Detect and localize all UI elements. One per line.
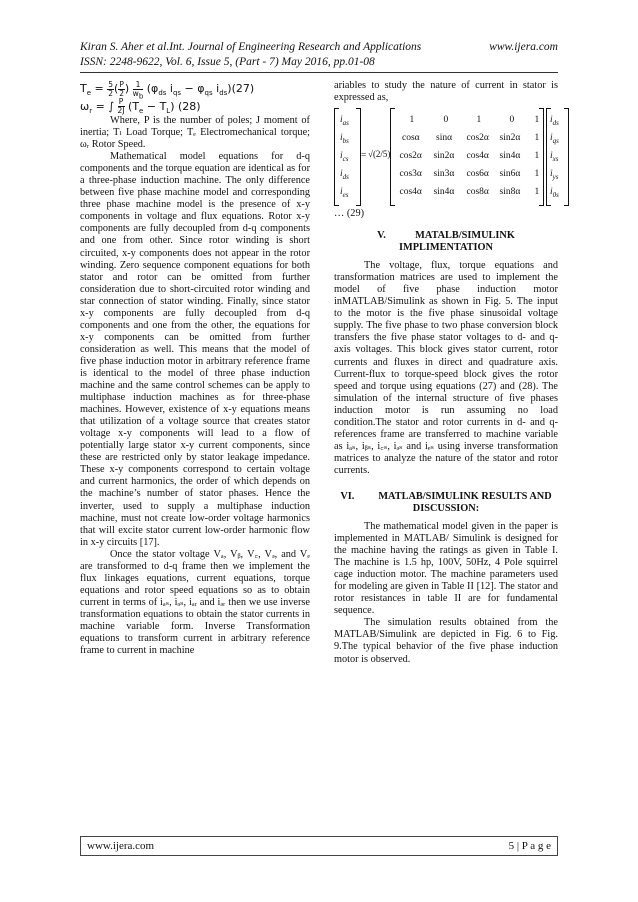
matrix-cell: cos2α bbox=[399, 151, 422, 162]
matrix-cell: sin4α bbox=[433, 187, 455, 198]
matrix-cell: cos6α bbox=[466, 169, 489, 180]
section-5-heading bbox=[334, 230, 558, 254]
matrix-cell: 1 bbox=[409, 115, 415, 126]
paragraph-section-6a: The mathematical model given in the paper is implemented in MATLAB/ Simulink is designed for the machine having the ratings as given in Table I. The machine is 1.5 hp, 100V, 50Hz, 4 Pole squirrel cage induction motor. The machine parameters used for modeling are given in Table II [12]. The stator and rotor resistances in table II are for fundamental sequence. bbox=[334, 520, 558, 617]
matrix-bracket bbox=[539, 108, 544, 206]
eq29-label: … (29) bbox=[334, 208, 365, 220]
matrix-cell: cos4α bbox=[399, 187, 422, 198]
matrix-cell: sinα bbox=[436, 133, 453, 144]
matrix-bracket bbox=[564, 108, 569, 206]
equation-27: $T_e$ = 5 2( P 2) 1 $w_b$ ($\varphi_{ds}$ $i_{qs} - \varphi_{qs}$ $i_{ds})(27)$ bbox=[80, 79, 255, 100]
matrix-rhs-entry: $i_{xs}$ bbox=[550, 151, 559, 163]
paragraph-section-6b: The simulation results obtained from the MATLAB/Simulink are depicted in Fig. 6 to Fig. 9.The typical behavior of the five phase induction motor is observed. bbox=[334, 617, 558, 665]
eq27-label: (27) bbox=[231, 82, 255, 95]
section-6-heading bbox=[334, 491, 558, 515]
matrix-lhs-entry: $i_{as}$ bbox=[340, 115, 349, 127]
section-5-number: V. bbox=[377, 230, 386, 242]
matrix-cell: sin2α bbox=[499, 133, 521, 144]
matrix-rhs-entry: $i_{qs}$ bbox=[550, 133, 559, 145]
matrix-cell: sin6α bbox=[499, 169, 521, 180]
matrix-cell: 1 bbox=[534, 151, 540, 162]
paragraph-continued: ariables to study the nature of current in stator is expressed as, bbox=[334, 80, 558, 104]
left-column bbox=[80, 80, 310, 657]
eq28-label: (28) bbox=[178, 99, 201, 113]
running-header bbox=[80, 40, 558, 54]
matrix-rhs-entry: $i_{0s}$ bbox=[550, 187, 559, 199]
matrix-cell: 1 bbox=[534, 169, 540, 180]
matrix-lhs-entry: $i_{bs}$ bbox=[340, 133, 349, 145]
section-5-title: MATALB/SIMULINK IMPLIMENTATION bbox=[398, 230, 515, 254]
matrix-rhs-entry: $i_{ys}$ bbox=[550, 169, 559, 181]
matrix-cell: sin8α bbox=[499, 187, 521, 198]
section-6-number: VI. bbox=[340, 490, 355, 502]
page-footer bbox=[80, 836, 558, 856]
journal-citation: Kiran S. Aher et al.Int. Journal of Engineering Research and Applications bbox=[80, 41, 422, 53]
matrix-cell: 1 bbox=[476, 115, 482, 126]
transformation-matrix bbox=[334, 108, 558, 206]
matrix-cell: cos4α bbox=[466, 151, 489, 162]
header-rule bbox=[80, 72, 558, 73]
matrix-cell: 1 bbox=[534, 115, 540, 126]
matrix-cell: cosα bbox=[402, 133, 420, 144]
page-number: 5 | P a g e bbox=[508, 840, 551, 852]
matrix-rhs-entry: $i_{ds}$ bbox=[550, 115, 559, 127]
matrix-cell: cos2α bbox=[466, 133, 489, 144]
right-column bbox=[334, 80, 558, 666]
matrix-equals-sign: = bbox=[361, 151, 367, 162]
matrix-cell: cos3α bbox=[399, 169, 422, 180]
matrix-cell: 1 bbox=[534, 187, 540, 198]
matrix-bracket bbox=[390, 108, 395, 206]
matrix-coefficient: √(2/5) bbox=[368, 149, 391, 160]
paragraph-once: Once the stator voltage Vₐ, Vᵦ, V꜀, Vₔ, and Vₑ are transformed to d-q frame then we implement the flux linkages equations, current equations, torque equations and rotor speed equations so as to obtain current in terms of iₐₛ, iₔₛ, iₐᵣ and iₔᵣ then we use inverse transformation equations to obtain the stator currents in machine variable form. Inverse Transformation equations to transform current in arbitrary reference frame to current in machine bbox=[80, 548, 310, 657]
matrix-lhs-entry: $i_{ds}$ bbox=[340, 169, 349, 181]
matrix-cell: 0 bbox=[509, 115, 515, 126]
paragraph-model: Mathematical model equations for d-q components and the torque equation are identical as for a three-phase induction machine. The only difference between five phase machine model and corresponding three phase machine model is the presence of x-y components in voltage and flux equations. Rotor x-y components are fully decoupled from d-q components and one from other. Since rotor winding is short circuited, x-y components does not appear in the rotor winding. Zero sequence component equations for both stator and rotor can be omitted from further consideration due to short-circuited rotor winding and star connection of stator winding. Finally, since stator x-y components are fully decoupled from d-q components and one from the other, the equations for x-y components can be omitted from further consideration as well. This means that the model of five phase induction motor in arbitrary reference frame is identical to the model of three phase induction machine and the same control schemes can be apply to multiphase induction machines as for three-phase machines. However, existence of x-y equations means that utilization of a voltage source that creates stator voltage x-y components will lead to a flow of potentially large stator x-y current components, since these are restricted only by stator leakage impedance. These x-y components correspond to certain voltage and current harmonics, the order of which depends on the machine’s number of stator phases. Hence the inverter, used to supply a multiphase induction machine, must not create low-order voltage harmonics that will excite stator current low-order harmonic flow in x-y circuits [17]. bbox=[80, 151, 310, 548]
matrix-cell: sin4α bbox=[499, 151, 521, 162]
matrix-cell: sin3α bbox=[433, 169, 455, 180]
paragraph-where: Where, P is the number of poles; J moment of inertia; Tₗ Load Torque; Tₑ Electromechanical torque; ωᵣ Rotor Speed. bbox=[80, 115, 310, 151]
equation-28: $\omega_r$ = ∫ P 2J $(T_e - T_L)$ (28) bbox=[80, 97, 201, 115]
matrix-cell: 1 bbox=[534, 133, 540, 144]
matrix-lhs-entry: $i_{cs}$ bbox=[340, 151, 349, 163]
header-website: www.ijera.com bbox=[489, 41, 558, 53]
footer-website: www.ijera.com bbox=[87, 840, 155, 852]
section-6-title: MATLAB/SIMULINK RESULTS AND DISCUSSION: bbox=[378, 490, 552, 514]
matrix-cell: sin2α bbox=[433, 151, 455, 162]
matrix-cell: cos8α bbox=[466, 187, 489, 198]
matrix-lhs-entry: $i_{es}$ bbox=[340, 187, 349, 199]
paragraph-section-5: The voltage, flux, torque equations and transformation matrices are used to implement the model of five phase induction motor inMATLAB/Simulink as shown in Fig. 5. The input to the motor is the five phase sinusoidal voltage supply. The five phase to two phase conversion block transfers the five phase stator voltages to d- and q- axis voltages. This block gives stator current, rotor currents and fluxes in direct and quadrature axis. Current-flux to torque-speed block gives the rotor speed and torque using equations (27) and (28). The simulation of the internal structure of five phases induction motor is run assuming no load condition.The stator and rotor currents in d- and q- references frame are transferred to machine variable as iₐₛ, iᵦₛ, i꜀ₛ, iₔₛ and iₑₛ using inverse transformation matrices to analyze the nature of the stator and rotor currents. bbox=[334, 260, 558, 476]
matrix-bracket bbox=[334, 108, 339, 206]
matrix-cell: 0 bbox=[443, 115, 449, 126]
issn-line: ISSN: 2248-9622, Vol. 6, Issue 5, (Part - 7) May 2016, pp.01-08 bbox=[80, 56, 375, 68]
